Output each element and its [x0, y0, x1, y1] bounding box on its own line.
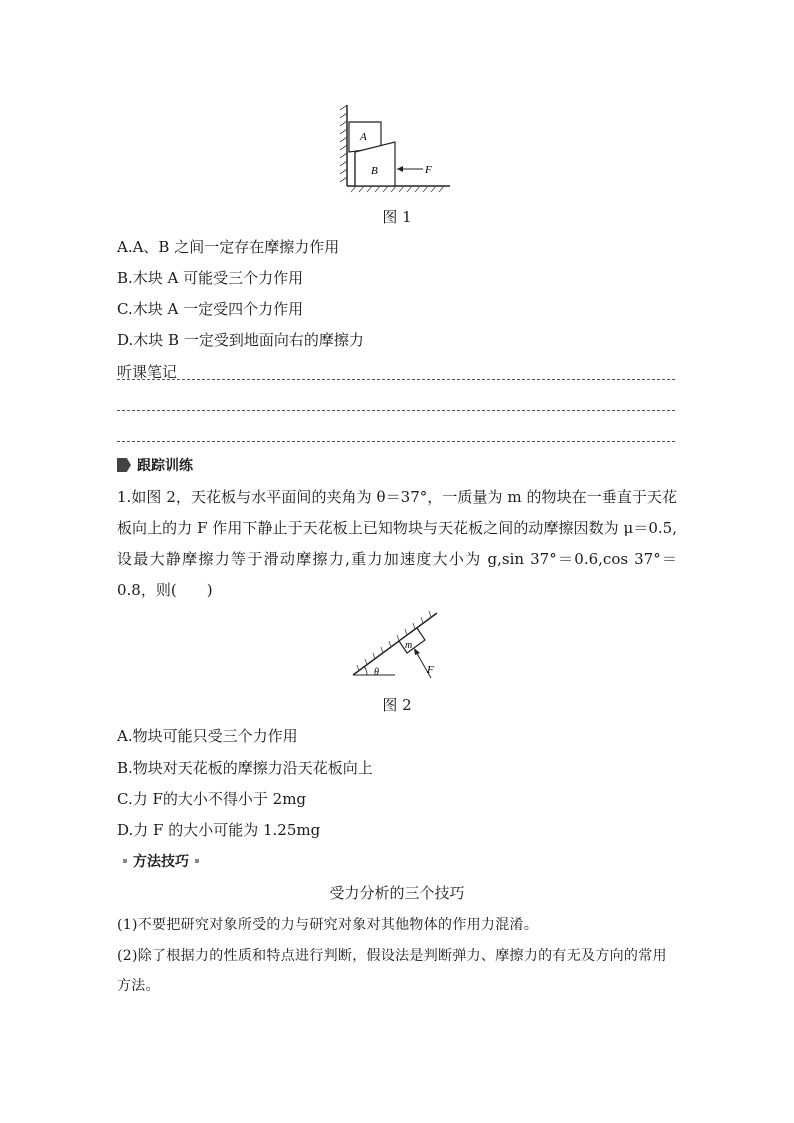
method-header-label: 方法技巧	[133, 854, 189, 870]
tracking-header	[117, 455, 193, 475]
q1-option-c: C.木块 A 一定受四个力作用	[117, 300, 304, 318]
q2-option-b: B.物块对天花板的摩擦力沿天花板向上	[117, 759, 373, 777]
q2-text: 1.如图 2，天花板与水平面间的夹角为 θ＝37°，一质量为 m 的物块在一垂直于天花板向上的力 F 作用下静止于天花板上已知物块与天花板之间的动摩擦因数为 μ＝0.5,设最大静摩擦力等于滑动摩擦力,重力加速度大小为 g,sin 37°＝0.6,cos 37°＝0.8，则( )	[117, 488, 677, 599]
figure-2-label-theta: θ	[374, 667, 379, 678]
notes-line-2	[117, 410, 675, 411]
notes-line-3	[117, 441, 675, 442]
q1-option-b: B.木块 A 可能受三个力作用	[117, 269, 304, 287]
notes-label: 听课笔记	[117, 363, 178, 381]
section-marker-icon	[117, 458, 131, 472]
figure-1-diagram	[335, 100, 455, 195]
figure-2-diagram	[345, 603, 450, 685]
method-dot-left	[123, 859, 127, 863]
figure-1-label-f: F	[425, 164, 432, 176]
notes-line-1	[117, 379, 675, 380]
figure-2-caption: 图 2	[382, 696, 412, 714]
figure-2-label-f: F	[427, 664, 434, 676]
q1-option-a: A.A、B 之间一定存在摩擦力作用	[117, 238, 340, 256]
method-dot-right	[195, 859, 199, 863]
figure-2-label-m: m	[405, 640, 413, 651]
tracking-header-label: 跟踪训练	[137, 458, 193, 474]
method-item-2: (2)除了根据力的性质和特点进行判断，假设法是判断弹力、摩擦力的有无及方向的常用方法。	[117, 948, 667, 994]
method-item-1: (1)不要把研究对象所受的力与研究对象对其他物体的作用力混淆。	[117, 917, 539, 933]
figure-1-label-b: B	[371, 165, 378, 177]
q1-option-d: D.木块 B 一定受到地面向右的摩擦力	[117, 331, 364, 349]
method-title: 受力分析的三个技巧	[329, 884, 465, 902]
figure-1-label-a: A	[360, 131, 367, 143]
figure-1-caption: 图 1	[382, 208, 412, 226]
method-header	[117, 851, 205, 871]
q2-option-d: D.力 F 的大小可能为 1.25mg	[117, 821, 321, 839]
q2-option-a: A.物块可能只受三个力作用	[117, 727, 298, 745]
q2-option-c: C.力 F的大小不得小于 2mg	[117, 790, 307, 808]
